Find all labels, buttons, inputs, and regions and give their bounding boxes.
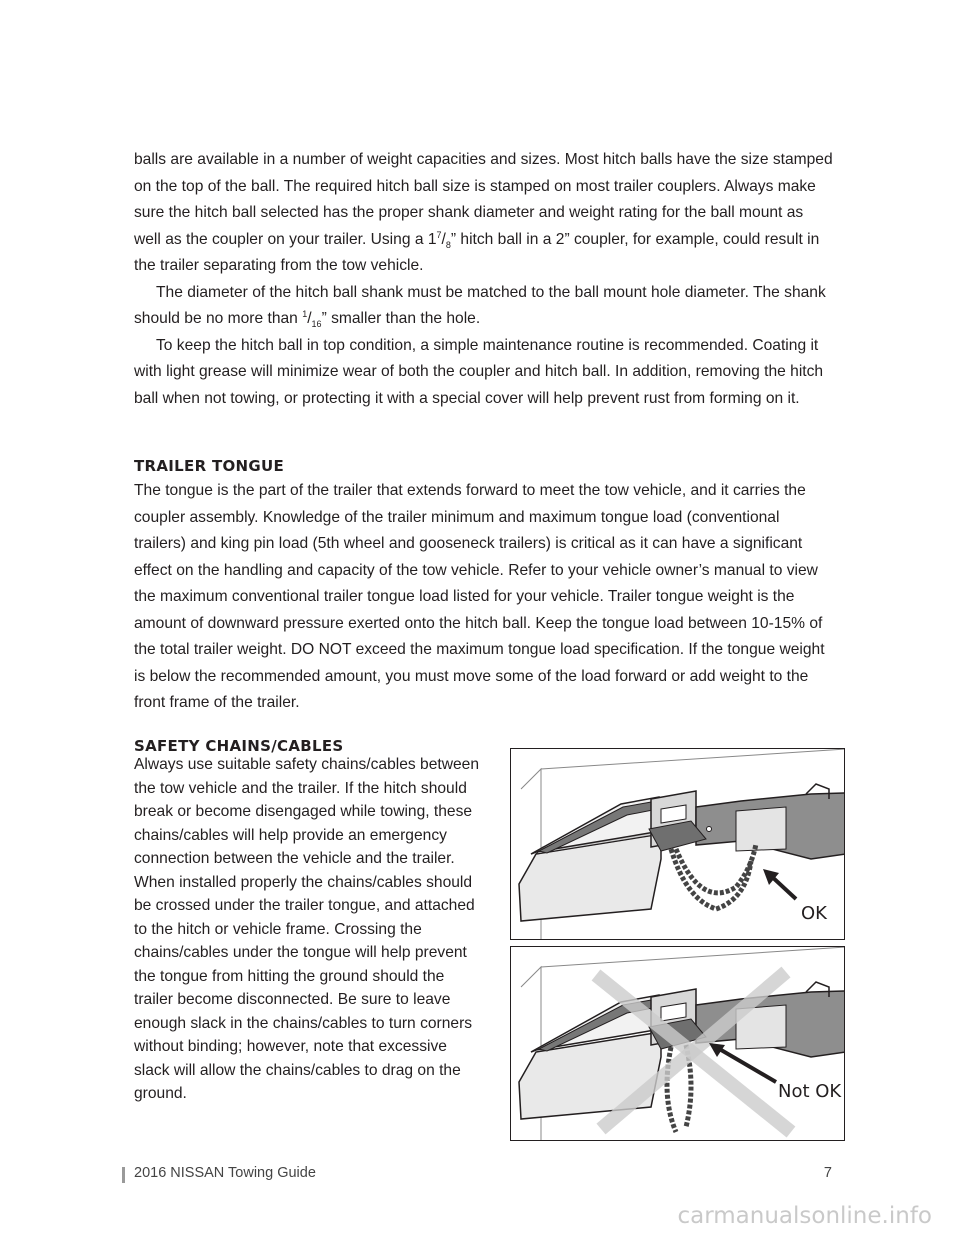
trailer-tongue-heading: TRAILER TONGUE [134,457,285,475]
safety-chains-heading: SAFETY CHAINS/CABLES [134,737,344,755]
footer-title: 2016 NISSAN Towing Guide [134,1165,316,1181]
figure-chains-not-crossed [510,946,845,1141]
trailer-tongue-paragraph: The tongue is the part of the trailer that extends forward to meet the tow vehicle, and it carries the coupler assembly. Knowledge of the trailer minimum and maximum tongue load (conventional trailers) and king pin load (5th wheel and gooseneck trailers) is critical as it can have a significant effect on the handling and capacity of the tow vehicle. Refer to your vehicle owner’s manual to view the maximum conventional trailer tongue load listed for your vehicle. Trailer tongue weight is the amount of downward pressure exerted onto the hitch ball. Keep the tongue load between 10-15% of the total trailer weight. DO NOT exceed the maximum tongue load specification. If the tongue weight is below the recommended amount, you must move some of the load forward or add weight to the front frame of the trailer. [134,482,825,711]
safety-chains-paragraph-1: Always use suitable safety chains/cables between the tow vehicle and the trailer. If the hitch should break or become disengaged while towing, these chains/cables will help provide an emergency connection between the vehicle and the trailer. [134,756,479,867]
footer-divider [122,1167,125,1183]
safety-chains-text [134,753,484,1106]
figure-chains-crossed-ok [510,748,845,940]
site-watermark: carmanualsonline.info [677,1203,932,1229]
ok-label: OK [801,903,827,924]
page-footer [122,1165,832,1187]
intro-paragraph-3: To keep the hitch ball in top condition, a simple maintenance routine is recommended. Coating it with light grease will minimize wear of both the coupler and hitch ball. In addition, removing the hitch ball when not towing, or protecting it with a special cover will help prevent rust from forming on it. [134,336,824,407]
intro-paragraph-1: balls are available in a number of weight capacities and sizes. Most hitch balls have the size stamped on the top of the ball. The required hitch ball size is stamped on most trailer couplers. Always make sure the hitch ball selected has the proper shank diameter and weight rating for the ball mount as well as the coupler on your trailer. Using a $1^7/_8$” hitch ball in a 2” coupler, for example, could result in the trailer separating from the tow vehicle. [134,151,833,274]
intro-text [134,147,834,412]
hitch-illustration-ok [511,749,845,940]
not-ok-label: Not OK [778,1081,842,1102]
intro-paragraph-2: The diameter of the hitch ball shank must be matched to the ball mount hole diameter. The shank should be no more than $^1/_{16}$” smaller than the hole. [134,283,826,330]
hitch-illustration-not-ok [511,947,845,1141]
safety-chains-paragraph-2: When installed properly the chains/cables should be crossed under the trailer tongue, and attached to the hitch or vehicle frame. Crossing the chains/cables under the tongue will help prevent the tongue from hitting the ground should the trailer become disconnected. Be sure to leave enough slack in the chains/cables to turn corners without binding; however, note that excessive slack will allow the chains/cables to drag on the ground. [134,873,475,1102]
page-number: 7 [823,1165,832,1181]
trailer-tongue-text [134,478,834,717]
